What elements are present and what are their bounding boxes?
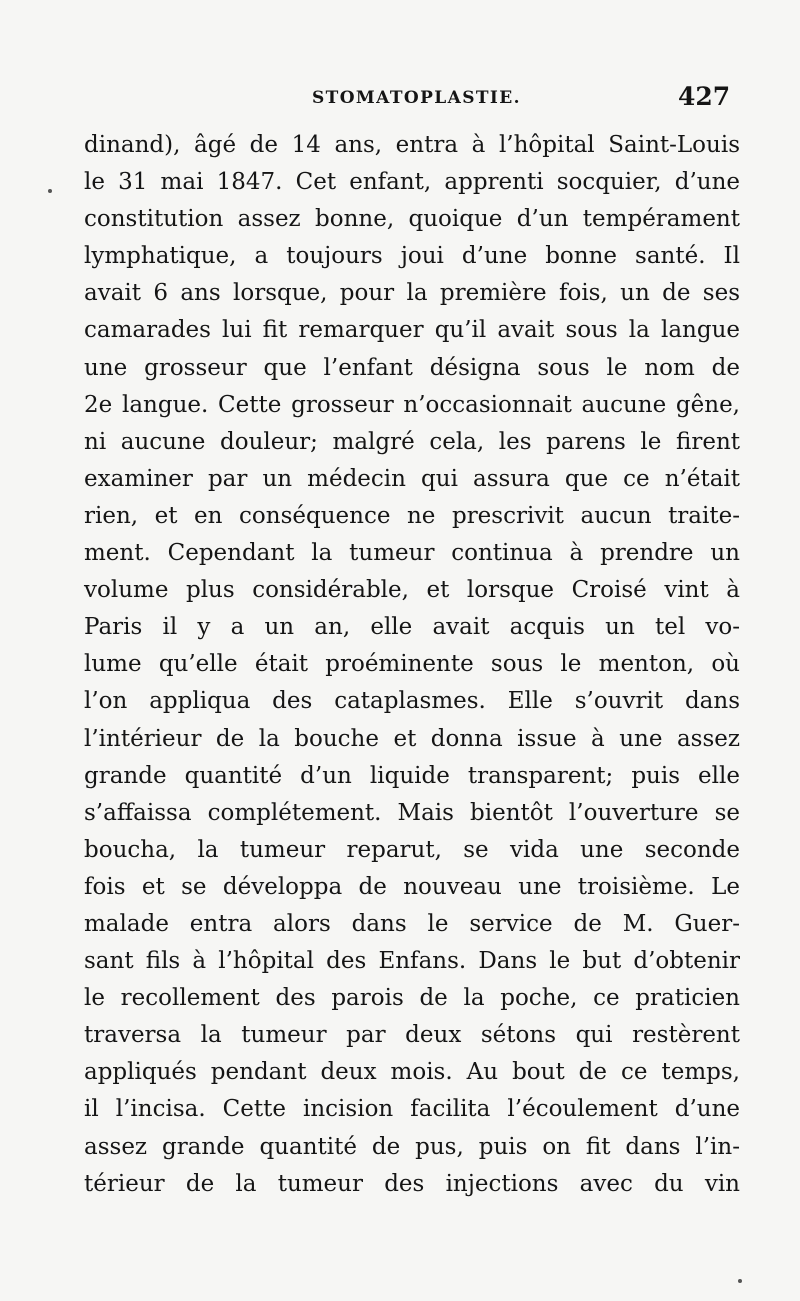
text-line: sant fils à l’hôpital des Enfans. Dans le but d’obtenir — [84, 948, 740, 975]
text-line: volume plus considérable, et lorsque Croisé vint à — [84, 577, 740, 604]
text-line: dinand), âgé de 14 ans, entra à l’hôpital Saint-Louis — [84, 132, 740, 158]
text-line: camarades lui fit remarquer qu’il avait sous la langue — [84, 317, 740, 344]
text-line: une grosseur que l’enfant désigna sous le nom de — [84, 354, 740, 381]
page-number: 427 — [678, 82, 731, 111]
paper-speck — [738, 1279, 742, 1283]
text-line: appliqués pendant deux mois. Au bout de ce temps, — [84, 1059, 740, 1086]
text-line: térieur de la tumeur des injections avec du vin — [84, 1170, 740, 1197]
text-line: s’affaissa complétement. Mais bientôt l’ouverture se — [84, 799, 740, 826]
text-line: boucha, la tumeur reparut, se vida une seconde — [84, 836, 740, 863]
text-line: examiner par un médecin qui assura que ce n’était — [84, 465, 740, 492]
text-line: assez grande quantité de pus, puis on fit dans l’in- — [84, 1133, 740, 1160]
text-line: Paris il y a un an, elle avait acquis un tel vo- — [84, 614, 740, 641]
text-line: 2e langue. Cette grosseur n’occasionnait aucune gêne, — [84, 391, 740, 418]
text-line: l’intérieur de la bouche et donna issue à une assez — [84, 725, 740, 752]
text-line: le 31 mai 1847. Cet enfant, apprenti socquier, d’une — [84, 169, 740, 196]
text-line: rien, et en conséquence ne prescrivit aucun traite- — [84, 502, 740, 529]
paper-speck — [48, 189, 52, 193]
text-line: il l’incisa. Cette incision facilita l’écoulement d’une — [84, 1096, 740, 1123]
text-line: lymphatique, a toujours joui d’une bonne santé. Il — [84, 243, 740, 270]
text-line: avait 6 ans lorsque, pour la première fois, un de ses — [84, 280, 740, 307]
text-line: ment. Cependant la tumeur continua à prendre un — [84, 540, 740, 567]
text-line: fois et se développa de nouveau une troisième. Le — [84, 873, 740, 900]
text-line: ni aucune douleur; malgré cela, les parens le firent — [84, 428, 740, 455]
text-line: l’on appliqua des cataplasmes. Elle s’ouvrit dans — [84, 688, 740, 715]
text-line: malade entra alors dans le service de M. Guer- — [84, 910, 740, 937]
text-line: traversa la tumeur par deux sétons qui restèrent — [84, 1022, 740, 1049]
running-title: STOMATOPLASTIE. — [312, 88, 521, 108]
running-head — [0, 84, 800, 114]
text-line: lume qu’elle était proéminente sous le menton, où — [84, 651, 740, 678]
text-line: grande quantité d’un liquide transparent; puis elle — [84, 762, 740, 789]
text-line: constitution assez bonne, quoique d’un tempérament — [84, 206, 740, 233]
text-line: le recollement des parois de la poche, ce praticien — [84, 985, 740, 1012]
body-text — [84, 127, 740, 1203]
